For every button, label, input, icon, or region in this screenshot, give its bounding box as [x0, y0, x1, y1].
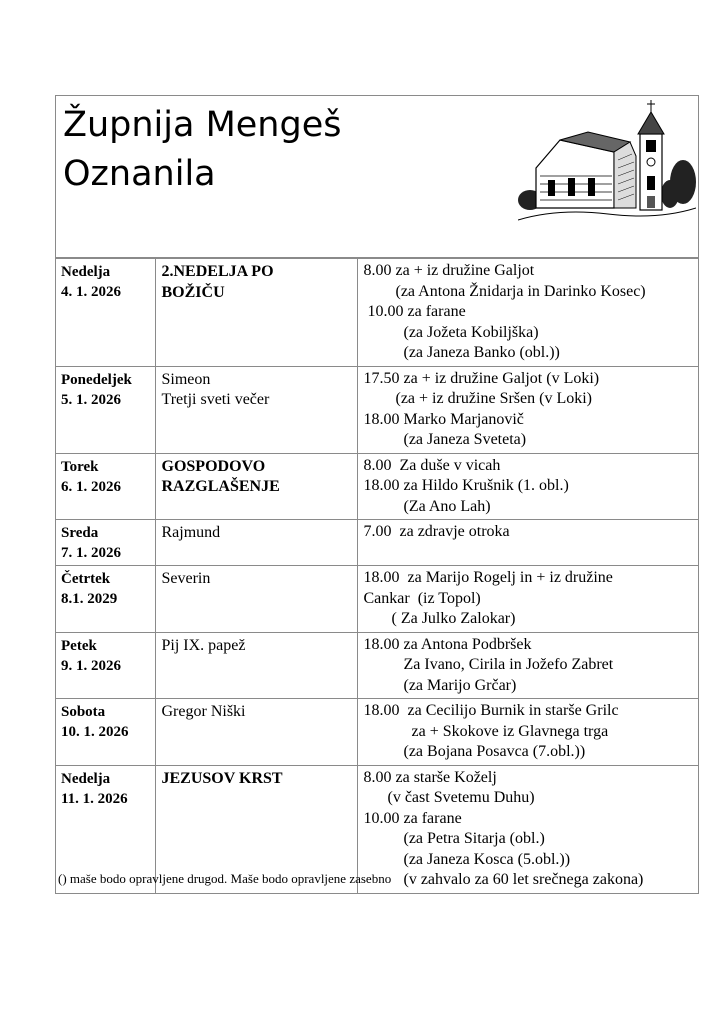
feast-line: Rajmund: [161, 524, 221, 541]
feast-line: RAZGLAŠENJE: [161, 478, 280, 495]
page-title: Oznanila: [63, 154, 216, 194]
mass-line: 18.00 Marko Marjanovič: [363, 410, 524, 428]
mass-line: 8.00 za starše Koželj: [363, 768, 497, 786]
mass-line: za + Skokove iz Glavnega trga: [363, 722, 609, 740]
mass-line: 10.00 za farane: [363, 809, 462, 827]
day-date: 7. 1. 2026: [61, 545, 121, 561]
mass-cell: [357, 699, 698, 766]
feast-line: Tretji sveti večer: [161, 391, 270, 408]
parish-name: Župnija Mengeš: [63, 105, 342, 145]
mass-line: (za Janeza Banko (obl.)): [363, 344, 560, 361]
mass-cell: [357, 453, 698, 520]
footnote: () maše bodo opravljene drugod. Maše bodo opravljene zasebno: [58, 871, 392, 886]
mass-line: (za Janeza Sveteta): [363, 431, 527, 448]
mass-line: ( Za Julko Zalokar): [363, 610, 516, 627]
mass-line: 17.50 za + iz družine Galjot (v Loki): [363, 369, 600, 387]
mass-line: 8.00 Za duše v vicah: [363, 456, 501, 474]
feast-cell: [155, 699, 357, 766]
mass-line: (Za Ano Lah): [363, 497, 491, 515]
mass-line: (v zahvalo za 60 let srečnega zakona): [363, 871, 644, 888]
feast-line: Pij IX. papež: [161, 636, 246, 654]
day-date: 8.1. 2029: [61, 591, 118, 607]
mass-line: (za Jožeta Kobiljška): [363, 323, 539, 341]
table-row: [56, 699, 698, 766]
table-row: [56, 566, 698, 633]
feast-cell: [155, 566, 357, 633]
mass-cell: [357, 366, 698, 453]
schedule-table: [56, 258, 698, 893]
day-name: Petek: [61, 637, 97, 654]
day-date: 5. 1. 2026: [61, 391, 121, 408]
table-row: [56, 366, 698, 453]
day-name: Torek: [61, 458, 99, 475]
day-cell: [56, 699, 155, 766]
feast-line: Gregor Niški: [161, 703, 246, 720]
mass-line: 18.00 za Hildo Krušnik (1. obl.): [363, 477, 569, 494]
day-date: 10. 1. 2026: [61, 724, 129, 740]
day-name: Sobota: [61, 704, 106, 720]
mass-line: (za Petra Sitarja (obl.): [363, 830, 545, 847]
mass-line: (za Janeza Kosca (5.obl.)): [363, 850, 571, 868]
mass-line: (za Antona Žnidarja in Darinko Kosec): [363, 282, 646, 300]
day-cell: [56, 632, 155, 699]
feast-line: Severin: [161, 570, 211, 587]
mass-line: 10.00 za farane: [363, 303, 466, 320]
feast-line: JEZUSOV KRST: [161, 769, 283, 787]
feast-cell: [155, 366, 357, 453]
mass-cell: [357, 765, 698, 893]
mass-cell: [357, 520, 698, 566]
mass-cell: [357, 259, 698, 367]
day-name: Ponedeljek: [61, 371, 132, 388]
day-date: 4. 1. 2026: [61, 284, 121, 300]
day-cell: [56, 453, 155, 520]
day-name: Nedelja: [61, 264, 111, 280]
mass-line: Za Ivano, Cirila in Jožefo Zabret: [363, 656, 614, 673]
table-row: [56, 259, 698, 367]
mass-line: 18.00 za Antona Podbršek: [363, 635, 532, 653]
day-name: Četrtek: [61, 571, 111, 587]
feast-line: Simeon: [161, 370, 211, 388]
day-date: 6. 1. 2026: [61, 478, 121, 495]
mass-line: (v čast Svetemu Duhu): [363, 789, 535, 806]
feast-line: GOSPODOVO: [161, 457, 266, 475]
mass-cell: [357, 566, 698, 633]
mass-line: 18.00 za Marijo Rogelj in + iz družine: [363, 569, 613, 586]
day-name: Sreda: [61, 525, 99, 541]
church-illustration-icon: [518, 96, 696, 226]
mass-line: Cankar (iz Topol): [363, 589, 481, 607]
mass-line: (za Marijo Grčar): [363, 676, 517, 694]
day-date: 11. 1. 2026: [61, 790, 128, 807]
day-cell: [56, 566, 155, 633]
feast-cell: [155, 632, 357, 699]
feast-cell: [155, 259, 357, 367]
feast-cell: [155, 453, 357, 520]
feast-line: 2.NEDELJA PO: [161, 263, 274, 280]
mass-line: 7.00 za zdravje otroka: [363, 523, 510, 540]
day-cell: [56, 366, 155, 453]
mass-line: (za Bojana Posavca (7.obl.)): [363, 743, 586, 760]
table-row: [56, 632, 698, 699]
feast-line: BOŽIČU: [161, 283, 225, 301]
day-cell: [56, 259, 155, 367]
feast-cell: [155, 520, 357, 566]
mass-line: 18.00 za Cecilijo Burnik in starše Grilc: [363, 702, 619, 719]
header: [56, 96, 698, 258]
mass-line: 8.00 za + iz družine Galjot: [363, 262, 535, 279]
mass-cell: [357, 632, 698, 699]
table-row: [56, 520, 698, 566]
day-cell: [56, 520, 155, 566]
table-row: [56, 453, 698, 520]
day-date: 9. 1. 2026: [61, 657, 121, 674]
mass-line: (za + iz družine Sršen (v Loki): [363, 390, 593, 407]
announcement-sheet: [55, 95, 699, 894]
day-name: Nedelja: [61, 770, 111, 787]
